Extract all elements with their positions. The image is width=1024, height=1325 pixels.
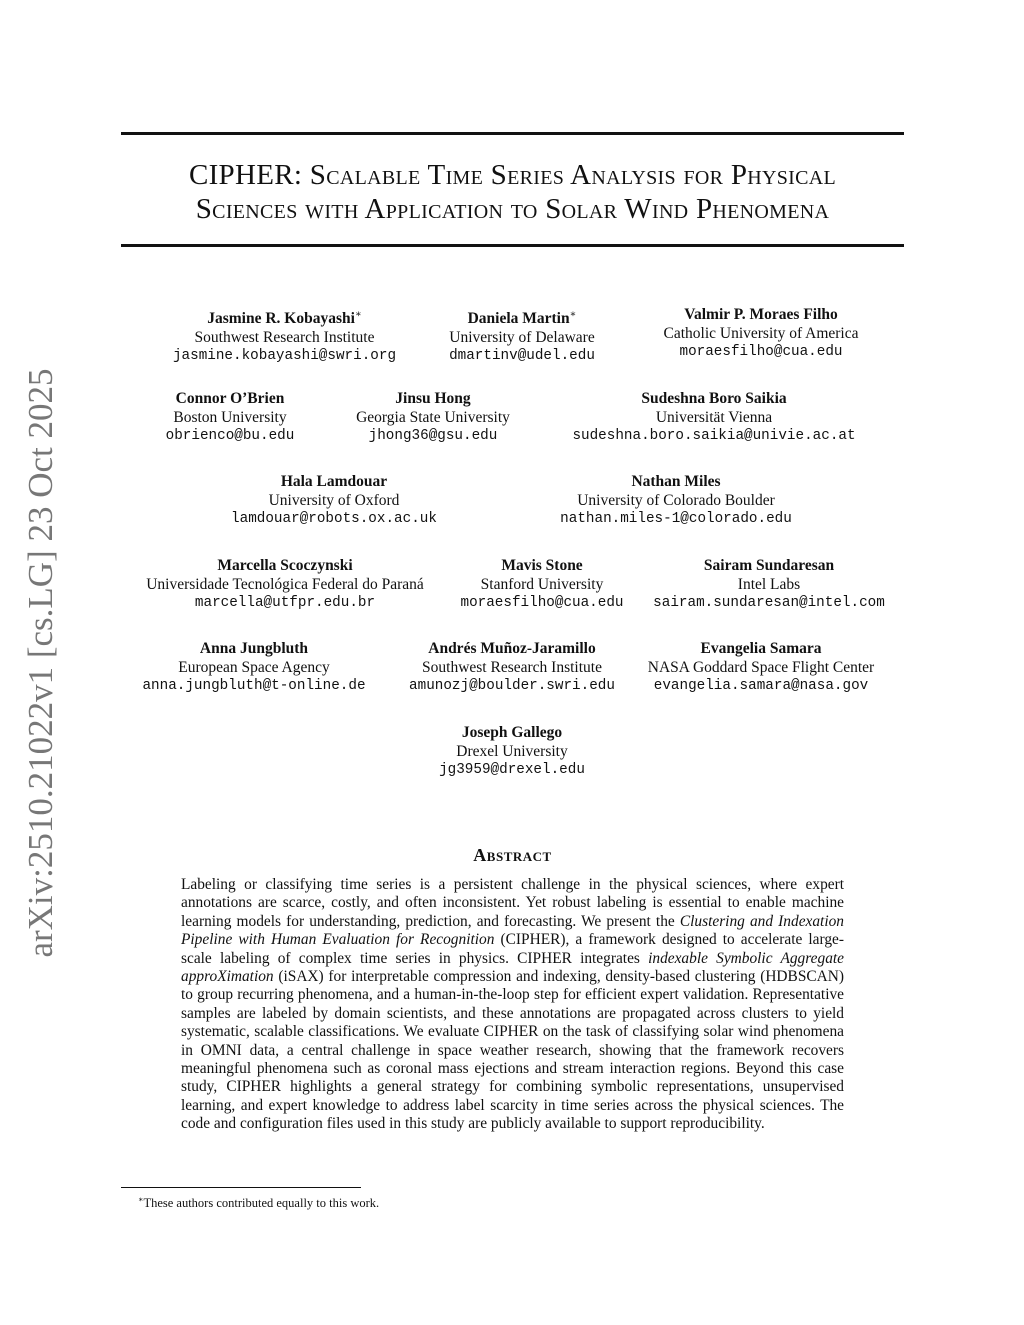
- author-name: Jasmine R. Kobayashi∗: [207, 309, 362, 328]
- author-affiliation: Drexel University: [456, 742, 568, 760]
- author-affiliation: Southwest Research Institute: [194, 328, 375, 346]
- author-obrien: [150, 390, 310, 446]
- author-affiliation: Georgia State University: [356, 408, 510, 426]
- title-top-rule: [121, 132, 904, 135]
- author-miles: [546, 473, 806, 529]
- author-moraes-filho: [636, 306, 886, 362]
- author-gallego: [412, 724, 612, 780]
- author-affiliation: NASA Goddard Space Flight Center: [647, 658, 875, 676]
- author-affiliation: Universität Vienna: [655, 408, 773, 426]
- author-name: Sudeshna Boro Saikia: [641, 390, 787, 407]
- arxiv-identifier: arXiv:2510.21022v1 [cs.LG] 23 Oct 2025: [21, 368, 60, 958]
- author-email[interactable]: anna.jungbluth@t-online.de: [142, 678, 366, 694]
- author-name: Joseph Gallego: [461, 724, 563, 741]
- abstract-emphasis: indexable Symbolic Aggregate approXimation: [181, 949, 844, 986]
- author-email[interactable]: evangelia.samara@nasa.gov: [653, 678, 869, 694]
- footnote-mark: ∗: [138, 1195, 144, 1204]
- author-hong: [338, 390, 528, 446]
- title-bottom-rule: [121, 244, 904, 247]
- author-samara: [636, 640, 886, 696]
- author-email[interactable]: marcella@utfpr.edu.br: [194, 595, 376, 611]
- author-name: Daniela Martin∗: [467, 309, 577, 328]
- author-email[interactable]: jasmine.kobayashi@swri.org: [172, 348, 397, 365]
- abstract-emphasis: Clustering and Indexation Pipeline with Human Evaluation for Recognition: [181, 912, 844, 949]
- author-affiliation: Intel Labs: [737, 575, 801, 593]
- author-affiliation: Universidade Tecnológica Federal do Paraná: [146, 575, 424, 593]
- author-jungbluth: [134, 640, 374, 696]
- author-affiliation: Southwest Research Institute: [422, 658, 602, 676]
- author-email[interactable]: sudeshna.boro.saikia@univie.ac.at: [572, 428, 856, 444]
- author-name: Evangelia Samara: [700, 640, 822, 657]
- footnote: ∗These authors contributed equally to this work.: [138, 1195, 380, 1211]
- author-affiliation: University of Delaware: [449, 328, 595, 346]
- author-name: Valmir P. Moraes Filho: [684, 306, 838, 323]
- title-line-1: CIPHER: Scalable Time Series Analysis for Physical: [188, 159, 837, 191]
- author-name: Jinsu Hong: [395, 390, 471, 407]
- author-email[interactable]: moraesfilho@cua.edu: [679, 344, 843, 360]
- title-line-2: Sciences with Application to Solar Wind Phenomena: [195, 193, 830, 225]
- author-boro-saikia: [564, 390, 864, 446]
- author-affiliation: Stanford University: [480, 575, 604, 593]
- author-email[interactable]: moraesfilho@cua.edu: [460, 595, 624, 611]
- author-affiliation: European Space Agency: [178, 658, 330, 676]
- paper-title: [121, 158, 904, 226]
- footnote-rule: [121, 1187, 361, 1188]
- author-name: Mavis Stone: [501, 557, 583, 574]
- author-email[interactable]: obrienco@bu.edu: [165, 428, 295, 444]
- author-stone: [452, 557, 632, 613]
- author-sundaresan: [644, 557, 894, 613]
- author-email[interactable]: jhong36@gsu.edu: [368, 428, 498, 444]
- author-email[interactable]: sairam.sundaresan@intel.com: [653, 595, 885, 611]
- author-affiliation: University of Colorado Boulder: [577, 491, 775, 509]
- author-name: Sairam Sundaresan: [703, 557, 835, 574]
- author-name: Nathan Miles: [631, 473, 721, 490]
- author-email[interactable]: jg3959@drexel.edu: [439, 762, 585, 778]
- author-kobayashi: [142, 306, 427, 366]
- author-name: Marcella Scoczynski: [217, 557, 353, 574]
- author-scoczynski: [130, 557, 440, 613]
- author-email[interactable]: amunozj@boulder.swri.edu: [409, 678, 615, 694]
- abstract-body: Labeling or classifying time series is a persistent challenge in the physical sciences, where expert annotations are scarce, costly, and often inconsistent. Yet robust labeling is essential to enable machine learning models for understanding, prediction, and forecasting. We present the Clustering and Indexation Pipeline with Human Evaluation for Recognition (CIPHER), a framework designed to accelerate large-scale labeling of complex time series in physics. CIPHER integrates indexable Symbolic Aggregate approXimation (iSAX) for interpretable compression and indexing, density-based clustering (HDBSCAN) to group recurring phenomena, and a human-in-the-loop step for efficient expert validation. Representative samples are labeled by domain scientists, and these annotations are propagated across clusters to yield systematic, scalable classifications. We evaluate CIPHER on the task of classifying solar wind phenomena in OMNI data, a central challenge in space weather research, showing that the framework recovers meaningful phenomena such as coronal mass ejections and stream interaction regions. Beyond this case study, CIPHER highlights a general strategy for combining symbolic representations, unsupervised learning, and expert knowledge to address label scarcity in time series across the physical sciences. The code and configuration files used in this study are publicly available to support reproducibility.: [181, 876, 844, 1133]
- author-affiliation: Boston University: [173, 408, 287, 426]
- author-affiliation: Catholic University of America: [663, 324, 859, 342]
- author-name: Hala Lamdouar: [280, 473, 388, 490]
- author-affiliation: University of Oxford: [268, 491, 400, 509]
- author-name: Anna Jungbluth: [199, 640, 309, 657]
- author-name: Andrés Muñoz-Jaramillo: [428, 640, 596, 657]
- author-email[interactable]: nathan.miles-1@colorado.edu: [560, 511, 792, 527]
- author-name: Connor O’Brien: [175, 390, 285, 407]
- abstract-heading: Abstract: [473, 845, 552, 865]
- author-lamdouar: [214, 473, 454, 529]
- author-martin: [427, 306, 617, 366]
- author-munoz-jaramillo: [394, 640, 630, 696]
- author-email[interactable]: lamdouar@robots.ox.ac.uk: [231, 511, 437, 527]
- author-email[interactable]: dmartinv@udel.edu: [449, 348, 595, 365]
